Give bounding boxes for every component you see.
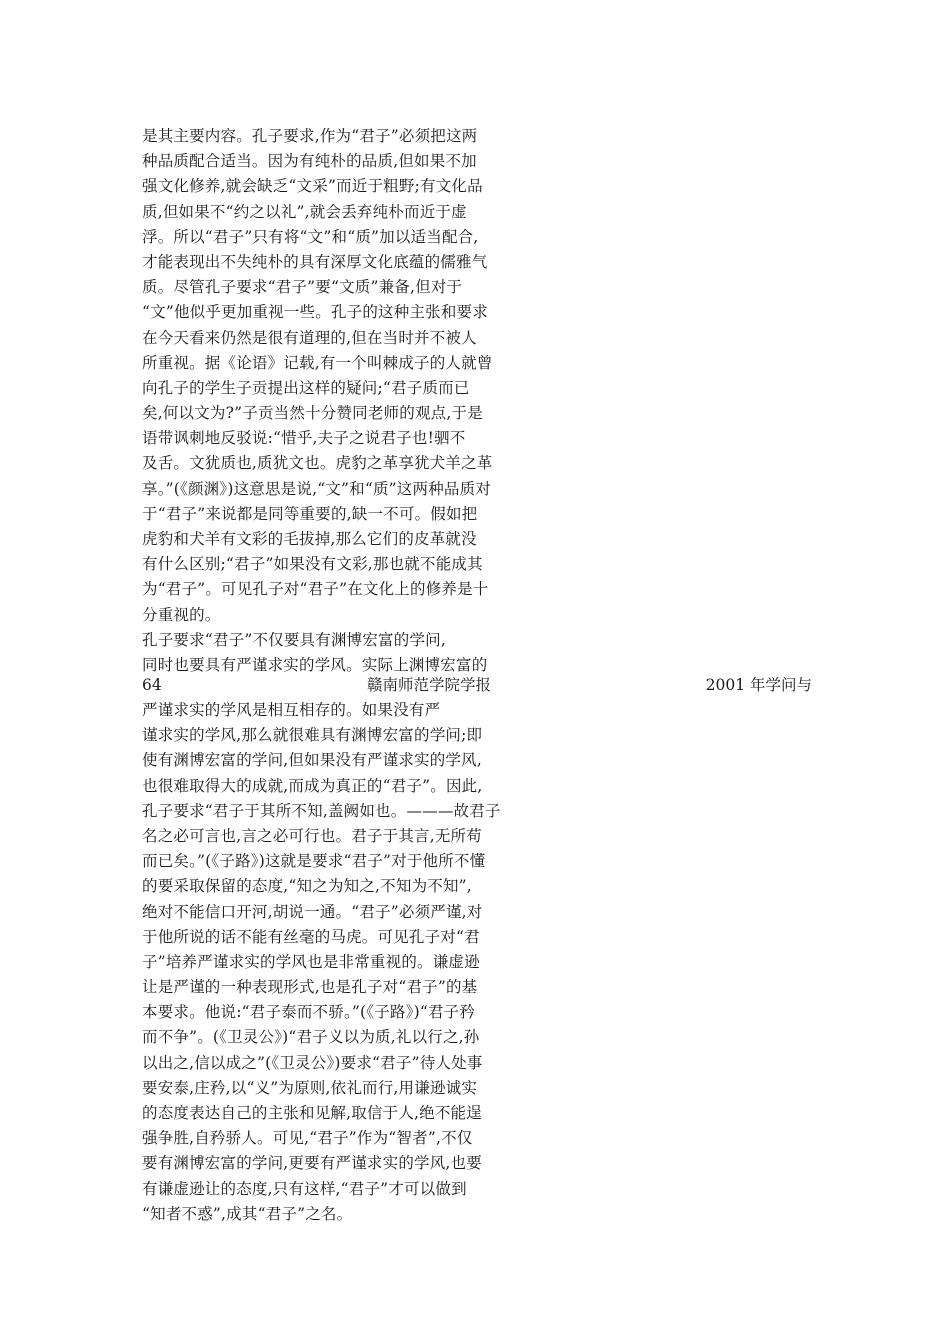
- text-line: 要安泰,庄矜,以“义”为原则,依礼而行,用谦逊诚实: [142, 1078, 478, 1097]
- text-line: 让是严谨的一种表现形式,也是孔子对“君子”的基: [142, 978, 478, 997]
- text-line: 而不争”。(《卫灵公》)“君子义以为质,礼以行之,孙: [142, 1028, 480, 1047]
- text-line: 本要求。他说:“君子泰而不骄。”(《子路》)“君子矜: [142, 1003, 476, 1022]
- text-line: 绝对不能信口开河,胡说一通。“君子”必须严谨,对: [142, 902, 483, 921]
- text-line: 也很难取得大的成就,而成为真正的“君子”。因此,: [142, 776, 483, 795]
- text-line: 质,但如果不“约之以礼”,就会丢弃纯朴而近于虚: [142, 202, 467, 221]
- text-line: 强文化修养,就会缺乏“文采”而近于粗野;有文化品: [142, 177, 483, 196]
- text-line: 向孔子的学生子贡提出这样的疑问;“君子质而已: [142, 378, 470, 397]
- text-line: 孔子要求“君子于其所不知,盖阙如也。———故君子: [142, 801, 501, 820]
- text-line: 及舌。文犹质也,质犹文也。虎豹之革享犹犬羊之革: [142, 454, 493, 473]
- text-line: 于“君子”来说都是同等重要的,缺一不可。假如把: [142, 504, 478, 523]
- text-line: 有谦虚逊让的态度,只有这样,“君子”才可以做到: [142, 1179, 467, 1198]
- running-header: [142, 673, 812, 698]
- text-line: 于他所说的话不能有丝毫的马虎。可见孔子对“君: [142, 927, 480, 946]
- text-line: 分重视的。: [142, 605, 221, 624]
- text-line: 名之必可言也,言之必可行也。君子于其言,无所苟: [142, 826, 482, 845]
- text-line: 而已矣。”(《子路》)这就是要求“君子”对于他所不懂: [142, 852, 486, 871]
- text-line: 享。”(《颜渊》)这意思是说,“文”和“质”这两种品质对: [142, 479, 491, 498]
- text-line: 种品质配合适当。因为有纯朴的品质,但如果不加: [142, 152, 477, 171]
- text-line: 同时也要具有严谨求实的学风。实际上渊博宏富的: [142, 655, 488, 674]
- text-line: 的态度表达自己的主张和见解,取信于人,绝不能逞: [142, 1104, 482, 1122]
- text-line: 孔子要求“君子”不仅要具有渊博宏富的学问,: [142, 630, 446, 649]
- text-line: 浮。所以“君子”只有将“文”和“质”加以适当配合,: [142, 227, 479, 246]
- text-line: 为“君子”。可见孔子对“君子”在文化上的修养是十: [142, 580, 489, 599]
- text-line: 使有渊博宏富的学问,但如果没有严谨求实的学风,: [142, 751, 482, 770]
- text-line: 以出之,信以成之”(《卫灵公》)要求“君子”待人处事: [142, 1053, 483, 1072]
- text-line: 要有渊博宏富的学问,更要有严谨求实的学风,也要: [142, 1154, 482, 1173]
- body-text-top: [142, 124, 842, 678]
- year-text: 2001 年学问与: [705, 676, 812, 694]
- text-line: 的要采取保留的态度,“知之为知之,不知为不知”,: [142, 877, 472, 896]
- text-line: 所重视。据《论语》记载,有一个叫棘成子的人就曾: [142, 353, 493, 372]
- text-line: 在今天看来仍然是很有道理的,但在当时并不被人: [142, 328, 477, 347]
- text-line: 有什么区别;“君子”如果没有文彩,那也就不能成其: [142, 555, 483, 574]
- text-line: 子”培养严谨求实的学风也是非常重视的。谦虚逊: [142, 952, 480, 971]
- text-line: 才能表现出不失纯朴的具有深厚文化底蕴的儒雅气: [142, 252, 488, 271]
- text-line: 质。尽管孔子要求“君子”要“文质”兼备,但对于: [142, 278, 463, 297]
- text-line: “文”他似乎更加重视一些。孔子的这种主张和要求: [142, 303, 488, 322]
- text-line: 严谨求实的学风是相互相存的。如果没有严: [142, 701, 441, 719]
- text-line: 虎豹和犬羊有文彩的毛拔掉,那么它们的皮革就没: [142, 530, 477, 548]
- body-text-bottom: [142, 698, 842, 1227]
- text-line: 是其主要内容。孔子要求,作为“君子”必须把这两: [142, 127, 478, 145]
- text-line: 语带讽刺地反驳说:“惜乎,夫子之说君子也!驷不: [142, 429, 466, 448]
- journal-title: 赣南师范学院学报: [367, 676, 492, 694]
- text-line: 矣,何以文为?”子贡当然十分赞同老师的观点,于是: [142, 404, 483, 423]
- page-number: 64: [142, 676, 162, 694]
- text-line: 谨求实的学风,那么就很难具有渊博宏富的学问;即: [142, 726, 483, 745]
- text-line: 强争胜,自矜骄人。可见,“君子”作为“智者”,不仅: [142, 1129, 473, 1148]
- text-line: “知者不惑”,成其“君子”之名。: [142, 1204, 353, 1223]
